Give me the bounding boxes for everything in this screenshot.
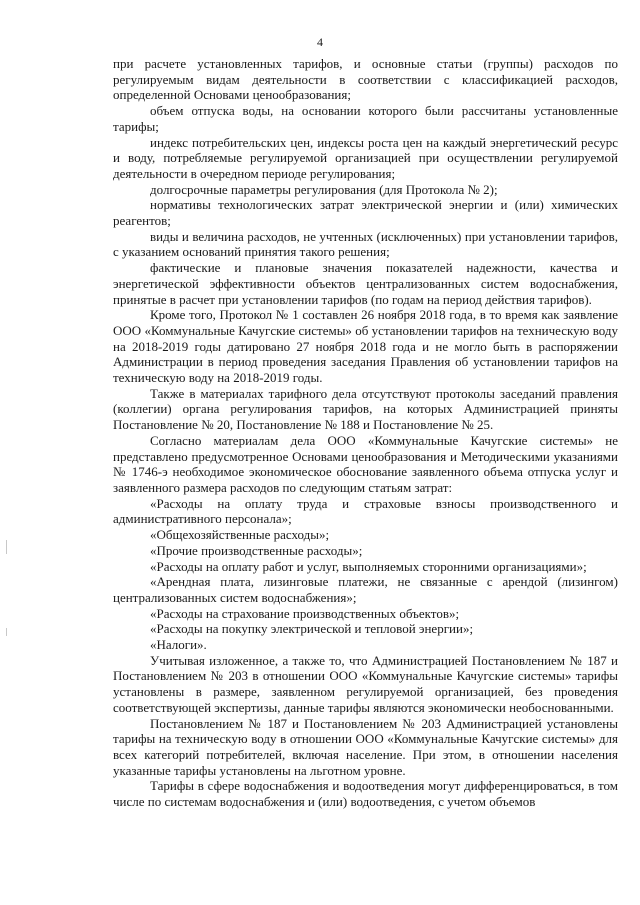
cost-item-labor: «Расходы на оплату труда и страховые взносы производственного и административного персонала»; [113, 495, 618, 527]
paragraph-9: Также в материалах тарифного дела отсутствуют протоколы заседаний правления (коллегии) органа регулирования тарифов, на которых Администрацией приняты Постановление № 20, Постановление № 188 и Постановление № 25. [113, 385, 618, 433]
paragraph-10: Согласно материалам дела ООО «Коммунальные Качугские системы» не представлено предусмотренное Основами ценообразования и Методическими указаниями № 1746-э необходимое экономическое обоснование заявленного объема отпуска услуг и заявленного размера расходов по следующим статьям затрат: [113, 432, 618, 495]
cost-item-taxes: «Налоги». [150, 637, 207, 653]
paragraph-2: объем отпуска воды, на основании которого были рассчитаны установленные тарифы; [113, 103, 618, 134]
cost-item-insurance: «Расходы на страхование производственных объектов»; [150, 605, 460, 621]
scan-edge-mark [6, 628, 7, 636]
document-body [113, 56, 618, 810]
paragraph-1: при расчете установленных тарифов, и основные статьи (группы) расходов по регулируемым видам деятельности в соответствии с классификацией расходов, определенной Основами ценообразования; [113, 56, 618, 103]
paragraph-tariffs-population: Постановлением № 187 и Постановлением № 203 Администрацией установлены тарифы на техническую воду в отношении ООО «Коммунальные Качугские системы» для всех категорий потребителей, включая население. При этом, в отношении населения указанные тарифы установлены на льготном уровне. [113, 715, 618, 778]
cost-item-energy: «Расходы на покупку электрической и тепловой энергии»; [150, 621, 474, 637]
cost-item-other-production: «Прочие производственные расходы»; [150, 542, 363, 558]
paragraph-5: нормативы технологических затрат электрической энергии и (или) химических реагентов; [113, 197, 618, 229]
paragraph-7: фактические и плановые значения показателей надежности, качества и энергетической эффективности объектов централизованных систем водоснабжения, принятые в расчет при установлении тарифов (по годам на период действия тарифов). [113, 260, 618, 307]
paragraph-8: Кроме того, Протокол № 1 составлен 26 ноября 2018 года, в то время как заявление ООО «Коммунальные Качугские системы» об установлении тарифов на техническую воду на 2018-2019 годы датировано 27 ноября 2018 года и не могло быть в распоряжении Администрации в период проведения заседания Правления об установлении тарифов на техническую воду на 2018-2019 годы. [113, 307, 618, 386]
paragraph-3: индекс потребительских цен, индексы роста цен на каждый энергетический ресурс и воду, потребляемые регулируемой организацией при осуществлении регулируемой деятельности в очередном периоде регулирования; [113, 134, 618, 181]
paragraph-6: виды и величина расходов, не учтенных (исключенных) при установлении тарифов, с указанием оснований принятия такого решения; [113, 228, 618, 260]
paragraph-conclusion: Учитывая изложенное, а также то, что Администрацией Постановлением № 187 и Постановлением № 203 в отношении ООО «Коммунальные Качугские системы» тарифы установлены в размере, заявленном регулируемой организацией, без проведения соответствующей экспертизы, данные тарифы являются экономически необоснованными. [113, 652, 618, 715]
cost-item-rent: «Арендная плата, лизинговые платежи, не связанные с арендой (лизингом) централизованных систем водоснабжения»; [113, 574, 618, 605]
scan-edge-mark [6, 540, 7, 554]
cost-item-general: «Общехозяйственные расходы»; [150, 527, 330, 543]
paragraph-differentiation: Тарифы в сфере водоснабжения и водоотведения могут дифференцироваться, в том числе по системам водоснабжения и (или) водоотведения, с учетом объемов [113, 778, 618, 810]
paragraph-4: долгосрочные параметры регулирования (для Протокола № 2); [150, 181, 498, 197]
cost-item-third-party: «Расходы на оплату работ и услуг, выполняемых сторонними организациями»; [150, 558, 587, 574]
page-number: 4 [317, 35, 323, 49]
